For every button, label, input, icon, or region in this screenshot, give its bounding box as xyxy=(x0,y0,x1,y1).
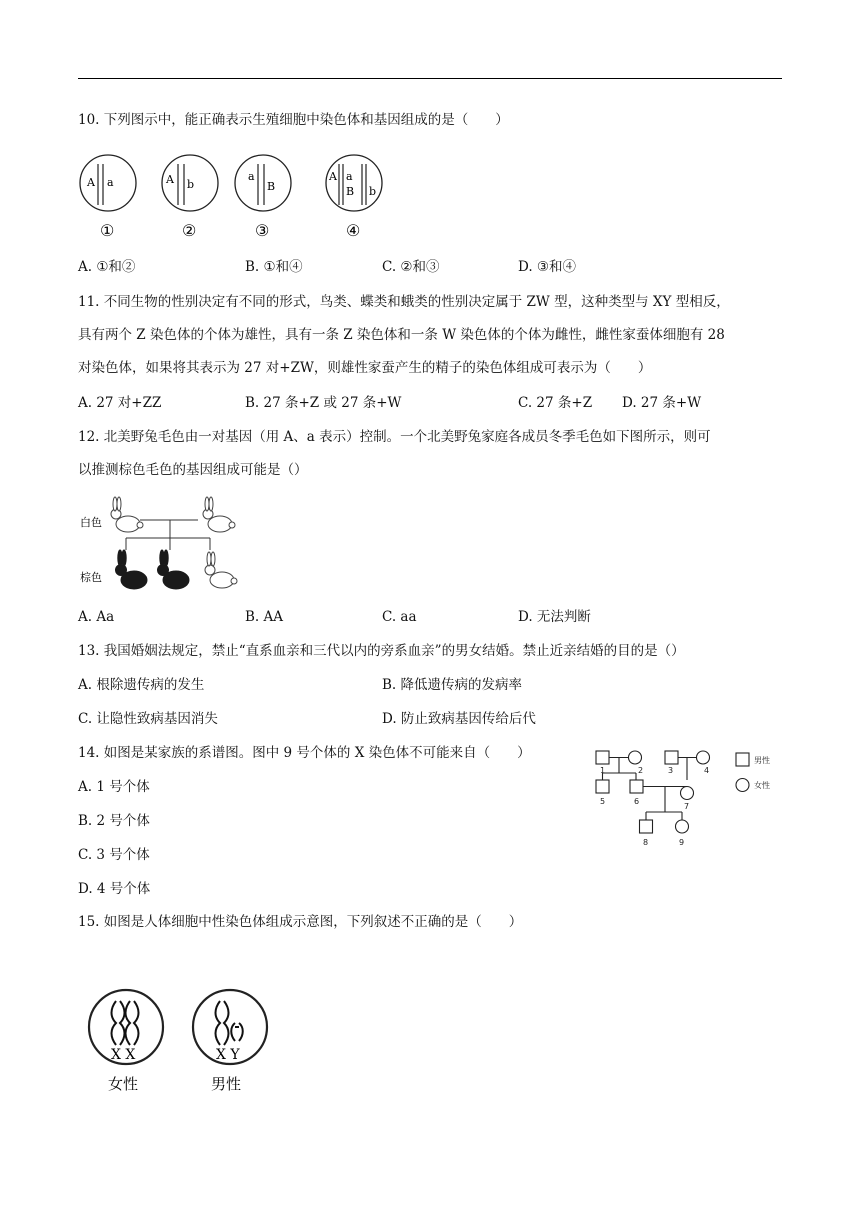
pedigree-number-8: 8 xyxy=(643,838,649,847)
q10-option-d: D. ③和④ xyxy=(518,259,577,275)
label-female: 女性 xyxy=(108,1075,139,1093)
q10-cell-2 xyxy=(162,155,218,240)
q14-pedigree-chart xyxy=(590,745,790,850)
q10-cell-2-index: ② xyxy=(182,221,197,240)
rabbit-white-parent-2 xyxy=(203,497,235,532)
q10-cell-2-gene-left: A xyxy=(166,173,174,186)
pedigree-number-9: 9 xyxy=(679,838,685,847)
pedigree-male-6 xyxy=(630,780,643,793)
q12-line-1: 12. 北美野兔毛色由一对基因（用 A、a 表示）控制。一个北美野兔家庭各成员冬季毛色如下图所示，则可 xyxy=(78,429,711,445)
q15-sex-chromosome-diagram xyxy=(80,985,280,1095)
q11-option-c: C. 27 条+Z xyxy=(518,395,593,411)
q12-option-b: B. AA xyxy=(245,609,284,625)
q10-cell-1-index: ① xyxy=(100,221,115,240)
pedigree-male-8 xyxy=(640,820,653,833)
pedigree-number-7: 7 xyxy=(684,802,690,811)
pedigree-number-6: 6 xyxy=(634,797,640,806)
rabbit-white-offspring xyxy=(205,552,237,588)
q10-cell-4-index: ④ xyxy=(346,221,361,240)
q13-option-d: D. 防止致病基因传给后代 xyxy=(382,711,536,727)
q12-rabbit-family-diagram xyxy=(78,492,253,602)
q10-cell-diagrams xyxy=(78,150,398,245)
header-rule xyxy=(78,78,782,79)
q10-cell-4-gene-right: B xyxy=(346,185,355,198)
q10-cell-3-gene-right: B xyxy=(267,180,276,193)
q10-cell-4-gene-left: A xyxy=(329,170,337,183)
q10-option-a: A. ①和② xyxy=(78,259,136,275)
q11-option-b: B. 27 条+Z 或 27 条+W xyxy=(245,395,402,411)
pedigree-number-5: 5 xyxy=(600,797,606,806)
q13-option-c: C. 让隐性致病基因消失 xyxy=(78,711,218,727)
pedigree-male-1 xyxy=(596,751,609,764)
pedigree-male-5 xyxy=(596,780,609,793)
q12-label-white: 白色 xyxy=(80,516,102,529)
q14-option-d: D. 4 号个体 xyxy=(78,881,151,897)
female-cell xyxy=(89,990,163,1093)
q10-cell-4 xyxy=(326,155,382,240)
label-male: 男性 xyxy=(211,1075,242,1093)
legend-male-square xyxy=(736,753,749,766)
q10-cell-2-gene-right: b xyxy=(187,178,195,191)
male-chromosome-letters: X Y xyxy=(216,1047,240,1063)
pedigree-number-1: 1 xyxy=(600,766,606,775)
pedigree-female-7 xyxy=(681,787,694,800)
q10-cell-3-index: ③ xyxy=(255,221,270,240)
q10-option-b: B. ①和④ xyxy=(245,259,303,275)
q10-stem: 10. 下列图示中，能正确表示生殖细胞中染色体和基因组成的是（ ） xyxy=(78,112,509,128)
pedigree-number-4: 4 xyxy=(704,766,710,775)
pedigree-female-4 xyxy=(697,751,710,764)
rabbit-brown-offspring-1 xyxy=(116,550,148,589)
pedigree-female-9 xyxy=(676,820,689,833)
q11-option-d: D. 27 条+W xyxy=(622,395,702,411)
q14-option-b: B. 2 号个体 xyxy=(78,813,150,829)
legend-female-label: 女性 xyxy=(754,781,770,790)
q14-stem: 14. 如图是某家族的系谱图。图中 9 号个体的 X 染色体不可能来自（ ） xyxy=(78,745,531,761)
q10-cell-1-gene-right: a xyxy=(107,176,114,189)
q10-cell-3-gene-left: a xyxy=(248,170,255,183)
q11-line-1: 11. 不同生物的性别决定有不同的形式，鸟类、蝶类和蛾类的性别决定属于 ZW 型，这种类型与 XY 型相反， xyxy=(78,294,730,310)
q15-stem: 15. 如图是人体细胞中性染色体组成示意图，下列叙述不正确的是（ ） xyxy=(78,914,523,930)
pedigree-number-2: 2 xyxy=(638,766,644,775)
q11-line-2: 具有两个 Z 染色体的个体为雄性，具有一条 Z 染色体和一条 W 染色体的个体为雌性，雌性家蚕体细胞有 28 xyxy=(78,327,725,343)
male-cell xyxy=(193,990,267,1093)
q13-option-a: A. 根除遗传病的发生 xyxy=(78,677,205,693)
pedigree-number-3: 3 xyxy=(668,766,674,775)
q10-option-c: C. ②和③ xyxy=(382,259,440,275)
pedigree-female-2 xyxy=(629,751,642,764)
pedigree-male-3 xyxy=(665,751,678,764)
q10-cell-1 xyxy=(80,155,136,240)
q10-cell-3 xyxy=(235,155,291,240)
q13-stem: 13. 我国婚姻法规定，禁止“直系血亲和三代以内的旁系血亲”的男女结婚。禁止近亲结婚的目的是（） xyxy=(78,643,685,659)
q12-option-a: A. Aa xyxy=(78,609,115,625)
rabbit-white-parent-1 xyxy=(111,497,143,532)
rabbit-brown-offspring-2 xyxy=(158,550,190,589)
q10-cell-4-gene-left-2: a xyxy=(346,170,353,183)
female-chromosome-letters: X X xyxy=(111,1047,136,1063)
q13-option-b: B. 降低遗传病的发病率 xyxy=(382,677,523,693)
q14-option-c: C. 3 号个体 xyxy=(78,847,150,863)
legend-female-circle xyxy=(736,779,749,792)
q11-option-a: A. 27 对+ZZ xyxy=(78,395,162,411)
q14-option-a: A. 1 号个体 xyxy=(78,779,150,795)
q10-cell-4-gene-right-2: b xyxy=(369,185,377,198)
q12-line-2: 以推测棕色毛色的基因组成可能是（） xyxy=(78,462,308,478)
legend-male-label: 男性 xyxy=(754,756,770,765)
q10-cell-1-gene-left: A xyxy=(87,176,95,189)
q12-option-d: D. 无法判断 xyxy=(518,609,591,625)
q12-label-brown: 棕色 xyxy=(80,571,102,584)
q11-line-3: 对染色体，如果将其表示为 27 对+ZW，则雄性家蚕产生的精子的染色体组成可表示为（ ） xyxy=(78,360,652,376)
q12-option-c: C. aa xyxy=(382,609,417,625)
